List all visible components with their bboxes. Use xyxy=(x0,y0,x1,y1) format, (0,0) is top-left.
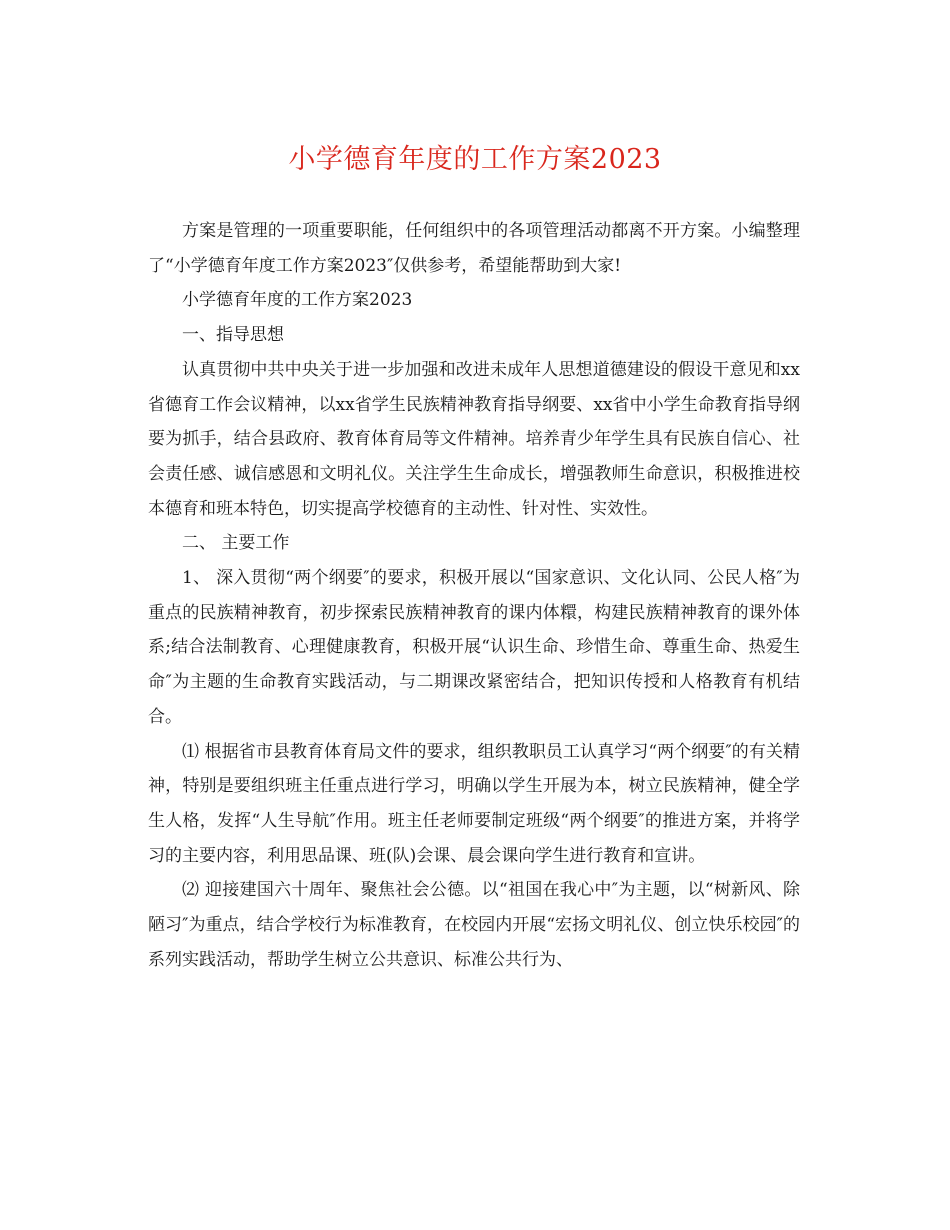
section-heading-main-work: 二、 主要工作 xyxy=(182,533,290,554)
intro-paragraph: 方案是管理的一项重要职能，任何组织中的各项管理活动都离不开方案。小编整理了“小学德育年度工作方案2023″仅供参考，希望能帮助到大家! xyxy=(148,221,800,276)
document-title: 小学德育年度的工作方案2023 xyxy=(288,144,662,175)
document-body xyxy=(148,214,800,977)
subtitle-paragraph: 小学德育年度的工作方案2023 xyxy=(182,290,413,311)
main-work-subitem-1: ⑴ 根据省市县教育体育局文件的要求，组织教职员工认真学习“两个纲要″的有关精神，特别是要组织班主任重点进行学习，明确以学生开展为本，树立民族精神，健全学生人格，发挥“人生导航″作用。班主任老师要制定班级“两个纲要″的推进方案，并将学习的主要内容，利用思品课、班(队)会课、晨会课向学生进行教育和宣讲。 xyxy=(148,741,800,866)
guiding-thought-paragraph: 认真贯彻中共中央关于进一步加强和改进未成年人思想道德建设的假设干意见和xx省德育工作会议精神，以xx省学生民族精神教育指导纲要、xx省中小学生命教育指导纲要为抓手，结合县政府、教育体育局等文件精神。培养青少年学生具有民族自信心、社会责任感、诚信感恩和文明礼仪。关注学生生命成长，增强教师生命意识，积极推进校本德育和班本特色，切实提高学校德育的主动性、针对性、实效性。 xyxy=(148,359,800,519)
section-heading-guiding-thought: 一、指导思想 xyxy=(182,325,284,346)
main-work-subitem-2: ⑵ 迎接建国六十周年、聚焦社会公德。以“祖国在我心中″为主题，以“树新风、除陋习″为重点，结合学校行为标准教育，在校园内开展“宏扬文明礼仪、创立快乐校园″的系列实践活动，帮助学生树立公共意识、标准公共行为、 xyxy=(148,880,800,970)
main-work-item-1: 1、 深入贯彻“两个纲要″的要求，积极开展以“国家意识、文化认同、公民人格″为重点的民族精神教育，初步探索民族精神教育的课内体糫，构建民族精神教育的课外体系;结合法制教育、心理健康教育，积极开展“认识生命、珍惜生命、尊重生命、热爱生命″为主题的生命教育实践活动，与二期课改紧密结合，把知识传授和人格教育有机结合。 xyxy=(148,568,800,727)
